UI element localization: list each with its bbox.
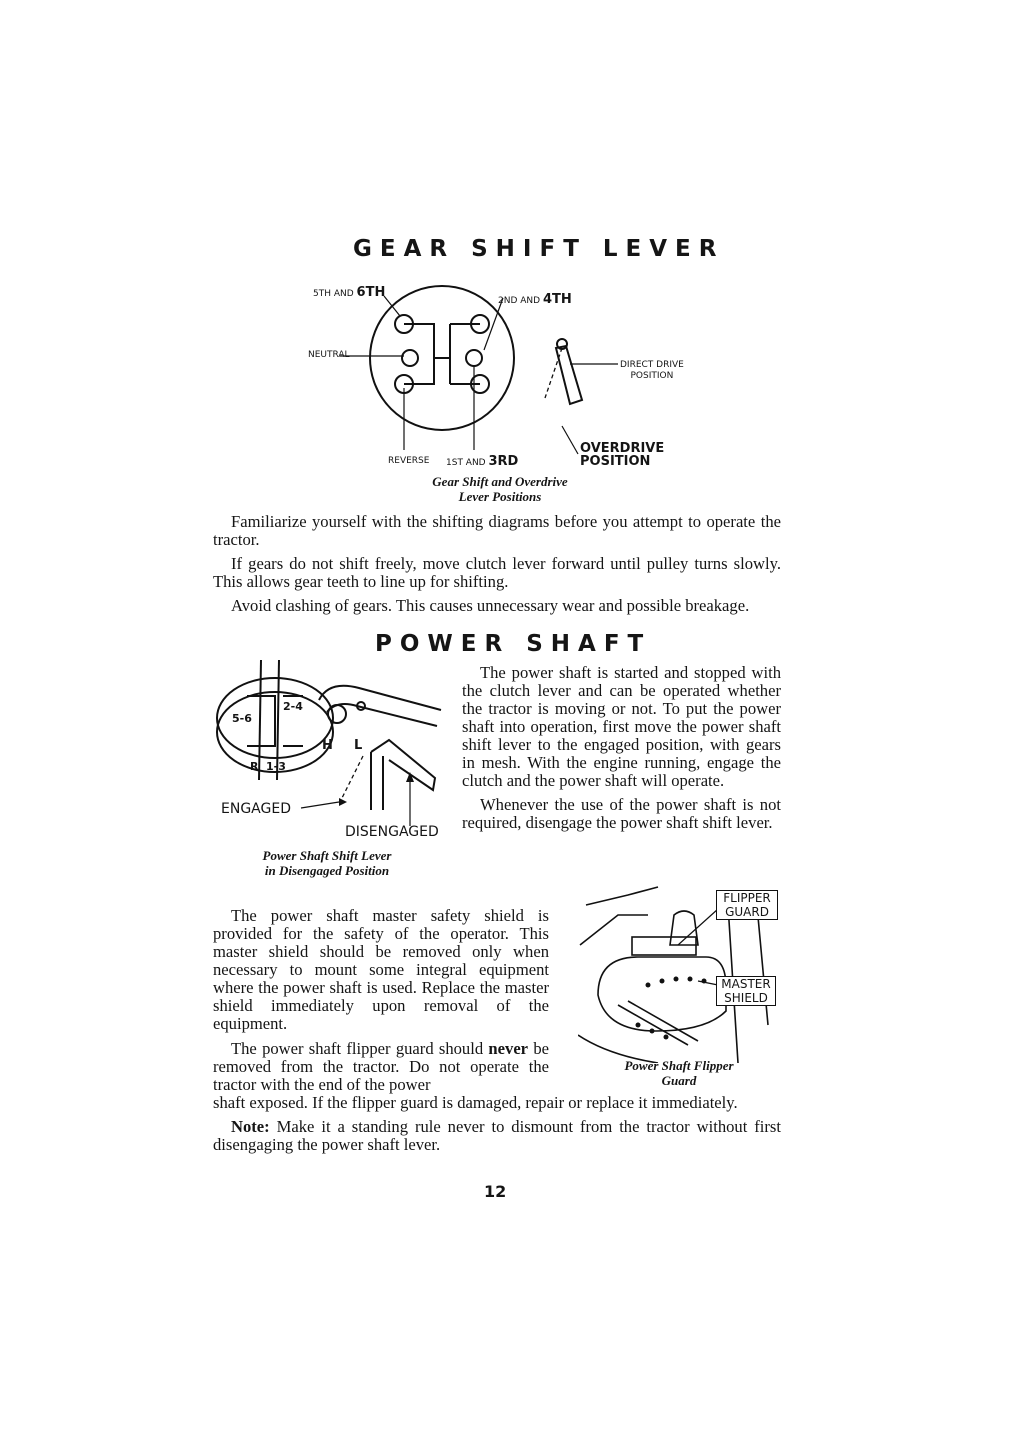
gear-paragraph: If gears do not shift freely, move clutch lever forward until pulley turns slowly. This allows gear teeth to line up for shifting. (213, 554, 781, 591)
gear-shift-heading: GEAR SHIFT LEVER (353, 236, 725, 262)
gear-paragraph: Familiarize yourself with the shifting diagrams before you attempt to operate the tractor. (213, 512, 781, 549)
flipper-paragraph-start (213, 1040, 549, 1094)
shield-paragraph: The power shaft master safety shield is provided for the safety of the operator. This master shield should be removed only when necessary to mount some integral equipment where the power shaft is used. Replace the master shield immediately upon removal of the equipment. (213, 906, 549, 1033)
power-paragraph: Whenever the use of the power shaft is not required, disengage the power shaft shift lever. (462, 795, 781, 832)
flipper-paragraph-end (213, 1094, 781, 1160)
power-paragraph: The power shaft is started and stopped with the clutch lever and can be operated whether the tractor is moving or not. To put the power shaft into operation, first move the power shaft shift lever to the engaged position, with gears in mesh. With the engine running, engage the clutch and the power shaft will operate. (462, 663, 781, 790)
label-reverse: REVERSE (388, 456, 430, 466)
label-direct-drive: DIRECT DRIVE POSITION (620, 360, 684, 381)
disengaged-lever (371, 740, 435, 790)
note-paragraph: Note: Make it a standing rule never to dismount from the tractor without first disengaging the power shaft lever. (213, 1117, 781, 1154)
tractor-frame (586, 887, 658, 905)
gear-diagram-caption: Gear Shift and Overdrive Lever Positions (432, 474, 568, 504)
overdrive-lever (545, 339, 618, 454)
label-5th-6th: 5TH AND 6TH (313, 285, 386, 300)
label-disengaged: DISENGAGED (345, 824, 439, 840)
gear-label-5-6: 5-6 (232, 712, 252, 725)
range-label-h: H (322, 738, 333, 753)
power-lever-caption: Power Shaft Shift Lever in Disengaged Position (262, 848, 392, 878)
flipper-paragraph-cont: shaft exposed. If the flipper guard is damaged, repair or replace it immediately. (213, 1093, 738, 1112)
label-neutral: NEUTRAL (308, 350, 350, 360)
label-flipper-guard: FLIPPER GUARD (716, 890, 778, 920)
power-shaft-lever-diagram (213, 660, 453, 850)
gear-label-2-4: 2-4 (283, 700, 303, 713)
safety-shield-top (632, 937, 696, 955)
shield-paragraph-1 (213, 907, 549, 1039)
power-paragraphs (462, 664, 781, 838)
gear-label-1-3: 1-3 (266, 760, 286, 773)
page-number: 12 (484, 1182, 507, 1201)
power-shaft-heading: POWER SHAFT (375, 631, 652, 657)
gear-paragraphs (213, 513, 781, 621)
note-label: Note: (231, 1117, 270, 1136)
label-overdrive: OVERDRIVE POSITION (580, 441, 665, 469)
label-engaged: ENGAGED (221, 801, 291, 817)
shift-gate-pattern (395, 315, 489, 393)
label-1st-3rd: 1ST AND 3RD (446, 454, 519, 469)
main-lever (259, 660, 261, 780)
gear-paragraph: Avoid clashing of gears. This causes unnecessary wear and possible breakage. (231, 596, 750, 615)
label-2nd-4th: 2ND AND 4TH (498, 292, 572, 307)
flipper-paragraph: The power shaft flipper guard should never be removed from the tractor. Do not operate the tractor with the end of the power (213, 1039, 549, 1094)
shift-lever-handle (319, 686, 441, 710)
label-master-shield: MASTER SHIELD (716, 976, 776, 1006)
gear-label-r: R (250, 760, 259, 773)
range-label-l: L (354, 738, 363, 753)
flipper-guard-caption: Power Shaft Flipper Guard (624, 1058, 734, 1088)
